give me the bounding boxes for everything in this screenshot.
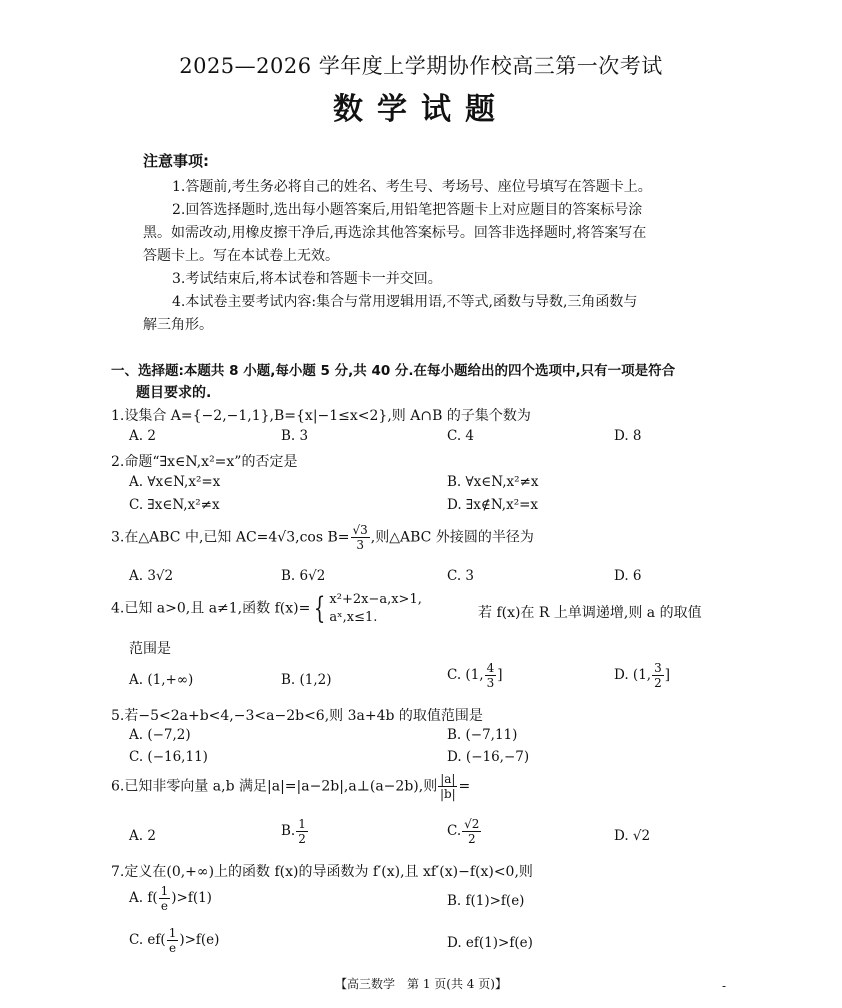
option-fraction: [296, 818, 308, 845]
option-text: )>f(1): [171, 890, 212, 906]
notice-line: 2.回答选择题时,选出每小题答案后,用铅笔把答题卡上对应题目的答案标号涂: [172, 202, 643, 218]
q4-option-b: B. (1,2): [281, 672, 332, 688]
fraction-denominator: 2: [654, 676, 662, 690]
fraction-numerator: √3: [352, 523, 368, 537]
option-fraction: [462, 818, 481, 845]
q3-stem-part: ,则△ABC 外接圆的半径为: [370, 529, 534, 546]
fraction-numerator: 3: [654, 661, 662, 675]
q6-option-c: [447, 818, 482, 845]
q5-option-d: D. (−16,−7): [447, 749, 530, 765]
q6-option-d: D. √2: [614, 828, 651, 844]
notice-line: 3.考试结束后,将本试卷和答题卡一并交回。: [172, 271, 442, 287]
q6-fraction: [438, 773, 457, 800]
q3-stem-part: 3.在△ABC 中,已知 AC=4√3,cos B=: [111, 529, 350, 546]
piecewise-cases: [329, 591, 421, 626]
question-3-stem: [111, 524, 534, 551]
question-2-stem: 2.命题“∃x∈N,x²=x”的否定是: [111, 454, 298, 470]
notice-line: 解三角形。: [143, 317, 213, 333]
fraction-denominator: e: [168, 941, 177, 955]
q7-option-c: [129, 927, 219, 954]
section-heading: 题目要求的.: [136, 385, 212, 401]
question-7-stem: 7.定义在(0,+∞)上的函数 f(x)的导函数为 f′(x),且 xf′(x)−f(x)<0,则: [111, 864, 533, 880]
q4-option-c: [447, 662, 503, 689]
option-text: C. ef(: [129, 932, 166, 948]
q6-stem-part: =: [458, 778, 471, 795]
piecewise-brace: {: [314, 590, 326, 626]
option-fraction: [159, 885, 171, 912]
fraction-numerator: 1: [298, 817, 306, 831]
q1-option-a: A. 2: [129, 428, 156, 444]
fraction-numerator: 4: [486, 661, 495, 675]
option-text: ]: [664, 667, 670, 683]
q4-option-a: A. (1,+∞): [129, 672, 194, 688]
q3-option-a: A. 3√2: [129, 568, 174, 584]
q1-option-d: D. 8: [614, 428, 642, 444]
option-fraction: [652, 662, 664, 689]
fraction-denominator: 3: [486, 676, 495, 690]
q6-option-a: A. 2: [129, 828, 156, 844]
option-text: C. (1,: [447, 667, 484, 683]
option-text: B.: [281, 823, 296, 839]
q7-option-d: D. ef(1)>f(e): [447, 935, 533, 951]
fraction-denominator: e: [160, 899, 168, 913]
q4-option-d: [614, 662, 670, 689]
q2-option-c: C. ∃x∈N,x²≠x: [129, 497, 220, 513]
fraction-numerator: 1: [168, 926, 177, 940]
page-footer: 【高三数学 第 1 页(共 4 页)】: [335, 977, 507, 991]
q2-option-b: B. ∀x∈N,x²≠x: [447, 474, 539, 490]
notice-line: 黑。如需改动,用橡皮擦干净后,再选涂其他答案标号。回答非选择题时,将答案写在: [143, 225, 647, 241]
q7-option-b: B. f(1)>f(e): [447, 893, 525, 909]
option-text: ]: [497, 667, 503, 683]
question-5-stem: 5.若−5<2a+b<4,−3<a−2b<6,则 3a+4b 的取值范围是: [111, 708, 483, 724]
notice-line: 4.本试卷主要考试内容:集合与常用逻辑用语,不等式,函数与导数,三角函数与: [172, 294, 638, 310]
question-6-stem: [111, 773, 470, 800]
notice-heading: 注意事项:: [143, 152, 209, 170]
q3-option-d: D. 6: [614, 568, 642, 584]
fraction-numerator: |a|: [440, 772, 456, 786]
q3-option-c: C. 3: [447, 568, 475, 584]
fraction-denominator: 2: [467, 832, 476, 846]
q4-stem-part: 4.已知 a>0,且 a≠1,函数 f(x)=: [111, 600, 311, 617]
q4-stem-part: 若 f(x)在 R 上单调递增,则 a 的取值: [478, 605, 702, 621]
q7-option-a: [129, 885, 212, 912]
q6-stem-part: 6.已知非零向量 a,b 满足|a|=|a−2b|,a⊥(a−2b),则: [111, 778, 438, 795]
fraction-denominator: |b|: [439, 787, 456, 801]
q3-option-b: B. 6√2: [281, 568, 326, 584]
fraction-denominator: 3: [356, 538, 364, 552]
q1-option-c: C. 4: [447, 428, 475, 444]
option-text: C.: [447, 823, 462, 839]
option-text: A. f(: [129, 890, 158, 906]
option-fraction: [167, 927, 179, 954]
option-text: D. (1,: [614, 667, 652, 683]
option-fraction: [485, 662, 497, 689]
q6-option-b: [281, 818, 309, 845]
q1-option-b: B. 3: [281, 428, 309, 444]
exam-title: 2025—2026 学年度上学期协作校高三第一次考试: [179, 54, 663, 78]
q5-option-c: C. (−16,11): [129, 749, 208, 765]
piecewise-case: x²+2x−a,x>1,: [329, 592, 422, 607]
fraction-numerator: 1: [160, 884, 169, 898]
section-heading: 一、选择题:本题共 8 小题,每小题 5 分,共 40 分.在每小题给出的四个选项中,只有一项是符合: [111, 363, 676, 379]
q5-option-a: A. (−7,2): [129, 727, 191, 743]
question-4-stem: [111, 591, 422, 626]
subject-title: 数学试题: [333, 92, 509, 127]
q2-option-a: A. ∀x∈N,x²=x: [129, 474, 221, 490]
q2-option-d: D. ∃x∉N,x²=x: [447, 497, 539, 513]
notice-line: 1.答题前,考生务必将自己的姓名、考生号、考场号、座位号填写在答题卡上。: [172, 179, 652, 195]
option-text: )>f(e): [179, 932, 220, 948]
q3-fraction: [351, 524, 370, 551]
piecewise-case: aˣ,x≤1.: [329, 609, 378, 625]
q5-option-b: B. (−7,11): [447, 727, 518, 743]
question-1-stem: 1.设集合 A={−2,−1,1},B={x|−1≤x<2},则 A∩B 的子集个数为: [111, 408, 531, 424]
q4-stem-part: 范围是: [129, 641, 171, 657]
fraction-numerator: √2: [464, 817, 480, 831]
notice-line: 答题卡上。写在本试卷上无效。: [143, 248, 339, 264]
footer-mark: -: [722, 979, 727, 993]
fraction-denominator: 2: [298, 832, 306, 846]
